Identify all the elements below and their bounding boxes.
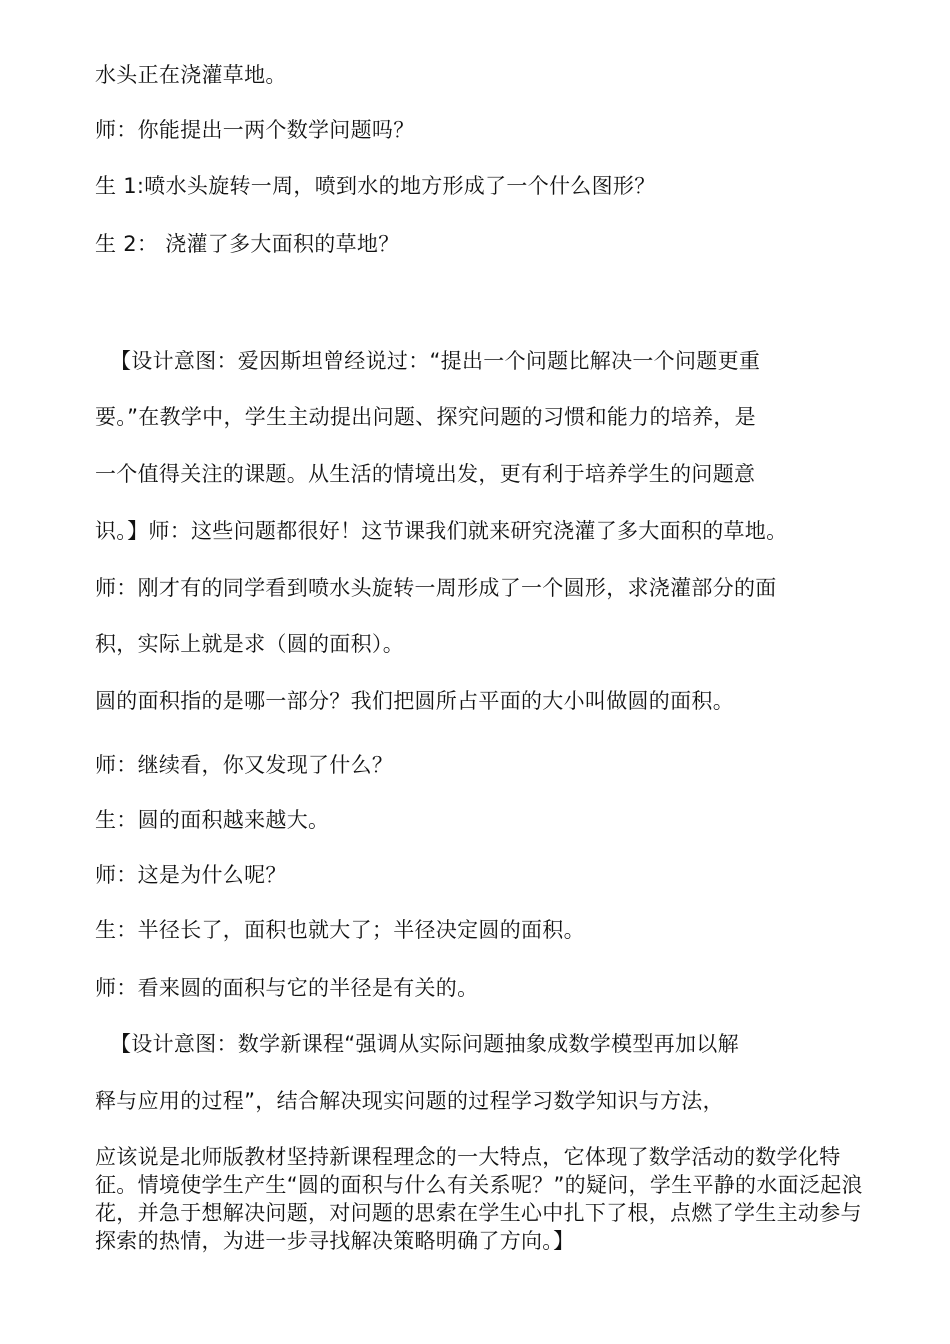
text-line: 水头正在浇灌草地。: [95, 63, 287, 87]
text-line: 一个值得关注的课题。从生活的情境出发，更有利于培养学生的问题意: [95, 462, 756, 486]
text-line: 师：继续看，你又发现了什么？: [95, 753, 394, 777]
text-line: 生：半径长了，面积也就大了；半径决定圆的面积。: [95, 918, 585, 942]
text-line: 要。”在教学中，学生主动提出问题、探究问题的习惯和能力的培养，是: [95, 405, 756, 429]
text-line: 师：你能提出一两个数学问题吗？: [95, 118, 415, 142]
text-line: 师：看来圆的面积与它的半径是有关的。: [95, 976, 479, 1000]
text-line: 师：这是为什么呢？: [95, 863, 287, 887]
text-line: 【设计意图：数学新课程“强调从实际问题抽象成数学模型再加以解: [110, 1032, 739, 1056]
text-line: 识。】师：这些问题都很好！这节课我们就来研究浇灌了多大面积的草地。: [95, 519, 788, 543]
text-line: 积，实际上就是求（圆的面积）。: [95, 632, 404, 656]
text-line: 圆的面积指的是哪一部分？我们把圆所占平面的大小叫做圆的面积。: [95, 689, 734, 713]
text-line: 生 2： 浇灌了多大面积的草地？: [95, 232, 400, 256]
text-line: 师：刚才有的同学看到喷水头旋转一周形成了一个圆形，求浇灌部分的面: [95, 576, 777, 600]
text-line: 生：圆的面积越来越大。: [95, 808, 330, 832]
text-line: 【设计意图：爱因斯坦曾经说过：“提出一个问题比解决一个问题更重: [110, 349, 761, 373]
text-line: 释与应用的过程”，结合解决现实问题的过程学习数学知识与方法，: [95, 1089, 724, 1113]
paragraph: 应该说是北师版教材坚持新课程理念的一大特点，它体现了数学活动的数学化特征。情境使学生产生“圆的面积与什么有关系呢？”的疑问，学生平静的水面泛起浪花，并急于想解决问题，对问题的思索在学生心中扎下了根，点燃了学生主动参与探索的热情，为进一步寻找解决策略明确了方向。】: [95, 1145, 863, 1253]
text-line: 生 1:喷水头旋转一周，喷到水的地方形成了一个什么图形？: [95, 174, 656, 198]
